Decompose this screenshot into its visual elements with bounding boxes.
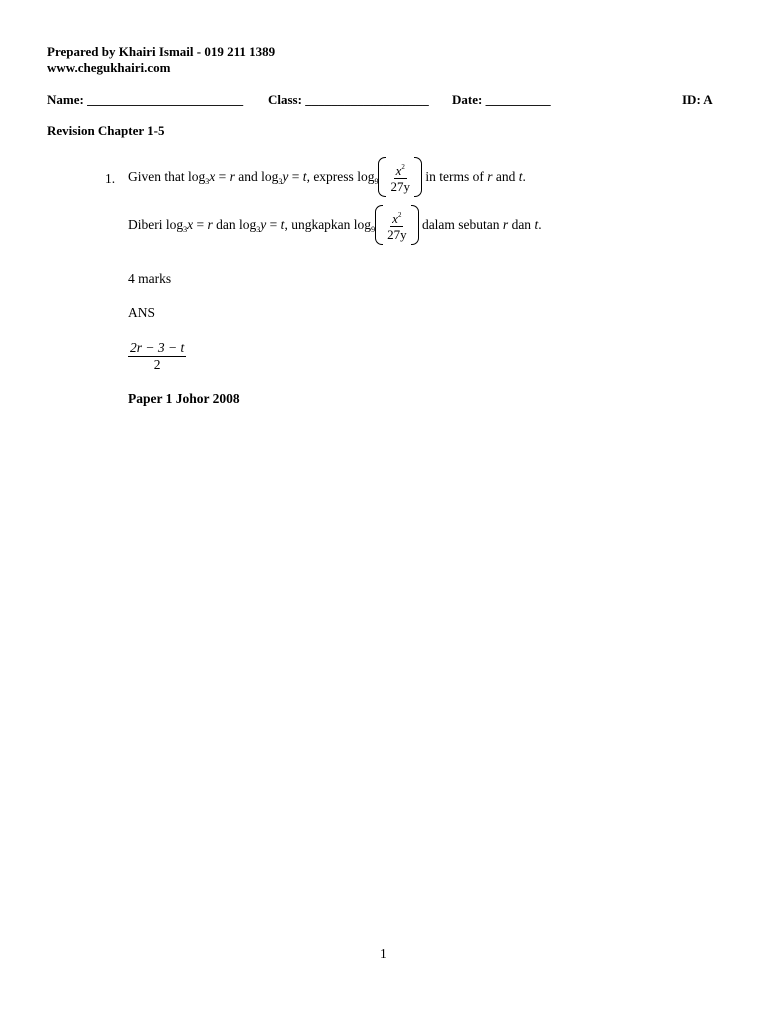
right-paren	[411, 205, 419, 245]
question-ms: Diberi $\log_3x = r$ dan $\log_3y = t$ , ungkapkan $\log_9$ $\frac{x^2}{27y}$ dalam sebutan r dan t .	[128, 205, 542, 245]
en-prefix: Given that	[128, 169, 185, 184]
left-paren	[378, 157, 386, 197]
website: www.chegukhairi.com	[47, 60, 171, 75]
section-title: Revision Chapter 1-5	[47, 123, 165, 138]
question-number: 1.	[105, 171, 116, 186]
en-express: , express	[306, 169, 354, 184]
ms-suffix: dalam sebutan	[421, 217, 500, 232]
log-expression: $\log_3y = t$	[261, 168, 307, 186]
log-base9: $\log_9$	[353, 216, 376, 234]
ms-prefix: Diberi	[128, 217, 163, 232]
log-base9: $\log_9$	[357, 168, 379, 186]
bracketed-fraction	[378, 157, 422, 197]
fraction: $\frac{x^2}{27y}$	[385, 208, 409, 242]
id-field: ID: A	[682, 92, 713, 107]
question-source: Paper 1 Johor 2008	[128, 391, 240, 406]
ans-label: ANS	[128, 305, 156, 320]
log-expression: $\log_3y = t$	[239, 216, 285, 234]
answer-denominator: 2	[153, 357, 161, 372]
log-expression: $\log_3x = r$	[188, 168, 235, 186]
en-suffix: in terms of	[425, 169, 484, 184]
log-expression: $\log_3x = r$	[165, 216, 213, 234]
fraction: $\frac{x^2}{27y}$	[388, 160, 412, 194]
bracketed-fraction	[375, 205, 419, 245]
page-number: 1	[380, 946, 387, 961]
name-field: Name: ________________________	[47, 92, 244, 107]
date-field: Date: __________	[452, 92, 551, 107]
marks: 4 marks	[128, 271, 172, 286]
prepared-by: Prepared by Khairi Ismail - 019 211 1389	[47, 44, 276, 59]
ms-join: dan	[216, 217, 236, 232]
answer-fraction	[128, 339, 186, 373]
right-paren	[414, 157, 422, 197]
left-paren	[375, 205, 383, 245]
ms-express: , ungkapkan	[284, 217, 351, 232]
answer-numerator: 2r − 3 − t	[130, 340, 185, 355]
question-en: Given that $\log_3x = r$ and $\log_3y = t$ , express $\log_9$ $\frac{x^2}{27y}$ in terms of r and t .	[128, 157, 526, 197]
class-field: Class: ___________________	[268, 92, 429, 107]
en-join: and	[238, 169, 258, 184]
